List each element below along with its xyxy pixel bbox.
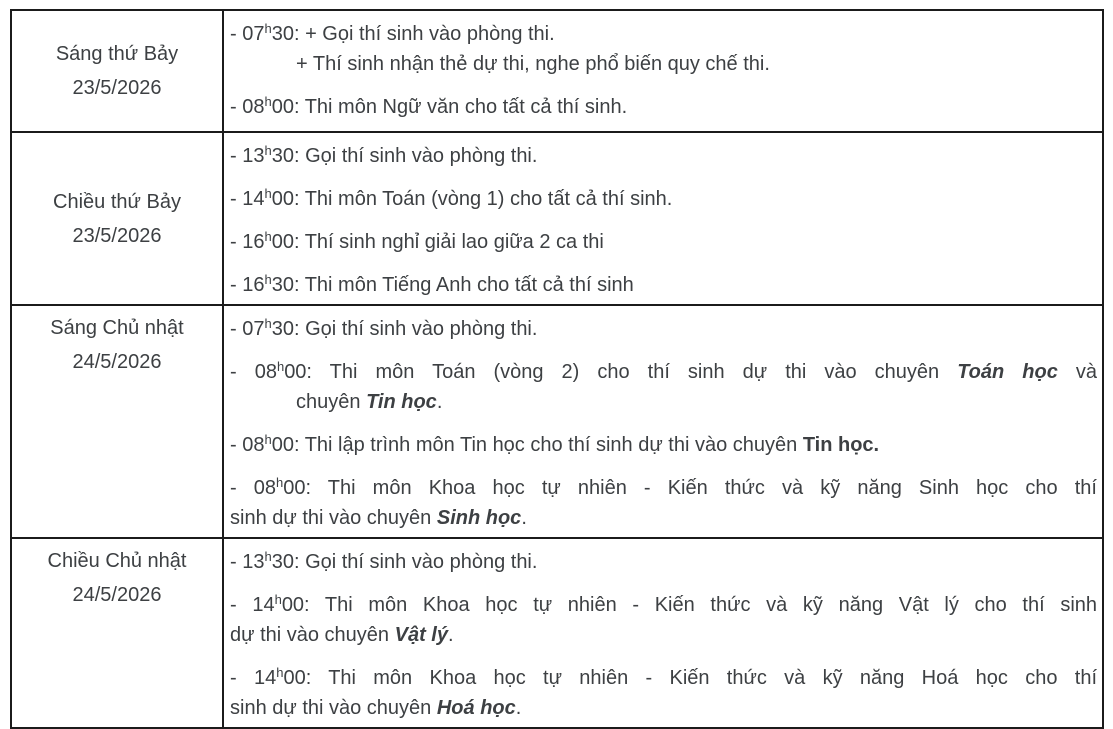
schedule-line: + Thí sinh nhận thẻ dự thi, nghe phổ biến quy chế thi. [296, 53, 770, 75]
table-row [11, 538, 1103, 728]
schedule-paragraph [230, 179, 1097, 214]
session-date: 23/5/2026 [72, 77, 162, 99]
schedule-line: - 13$^h$30: Gọi thí sinh vào phòng thi. [230, 549, 538, 573]
session-cell [11, 305, 223, 538]
session-name: Sáng Chủ nhật [50, 317, 184, 339]
schedule-line: - 16$^h$00: Thí sinh nghỉ giải lao giữa 2 ca thi [230, 229, 604, 253]
session-name: Sáng thứ Bảy [55, 43, 179, 65]
schedule-line: - 07$^h$30: Gọi thí sinh vào phòng thi. [230, 316, 538, 340]
schedule-cell [223, 10, 1103, 132]
schedule-paragraph [230, 658, 1097, 723]
session-date: 24/5/2026 [72, 351, 162, 373]
table-row [11, 10, 1103, 132]
session-cell [11, 10, 223, 132]
schedule-line: sinh dự thi vào chuyên Hoá học. [230, 697, 522, 719]
session-date: 24/5/2026 [72, 584, 162, 606]
schedule-cell [223, 538, 1103, 728]
schedule-line: - 16$^h$30: Thi môn Tiếng Anh cho tất cả thí sinh [230, 272, 634, 296]
schedule-line: - 14$^h$00: Thi môn Khoa học tự nhiên - Kiến thức và kỹ năng Vật lý cho thí sinh [230, 592, 1098, 616]
exam-schedule-table [10, 9, 1104, 729]
session-name: Chiều thứ Bảy [53, 190, 181, 213]
schedule-line: dự thi vào chuyên Vật lý. [230, 624, 454, 646]
session-name: Chiều Chủ nhật [47, 550, 187, 572]
schedule-paragraph [230, 309, 1097, 344]
schedule-paragraph [230, 468, 1097, 533]
schedule-paragraph [230, 136, 1097, 171]
schedule-cell [223, 305, 1103, 538]
schedule-line: chuyên Tin học. [296, 391, 443, 413]
schedule-paragraph [230, 87, 1097, 122]
table-row [11, 305, 1103, 538]
schedule-paragraph [230, 265, 1097, 300]
schedule-line: sinh dự thi vào chuyên Sinh học. [230, 507, 527, 529]
session-cell [11, 132, 223, 305]
schedule-paragraph [230, 585, 1097, 650]
session-date: 23/5/2026 [72, 224, 162, 247]
schedule-line: - 08$^h$00: Thi môn Ngữ văn cho tất cả thí sinh. [230, 94, 628, 118]
schedule-line: - 08$^h$00: Thi môn Khoa học tự nhiên - Kiến thức và kỹ năng Sinh học cho thí [230, 475, 1097, 499]
schedule-paragraph [230, 542, 1097, 577]
schedule-paragraph [230, 352, 1097, 417]
schedule-paragraph [230, 222, 1097, 257]
schedule-line: - 13$^h$30: Gọi thí sinh vào phòng thi. [230, 143, 538, 167]
schedule-line: - 08$^h$00: Thi lập trình môn Tin học cho thí sinh dự thi vào chuyên Tin học. [230, 432, 880, 456]
schedule-line: - $07^h30$: + Gọi thí sinh vào phòng thi. [230, 21, 555, 45]
schedule-paragraph [230, 425, 1097, 460]
schedule-line: - 14$^h$00: Thi môn Khoa học tự nhiên - Kiến thức và kỹ năng Hoá học cho thí [230, 665, 1097, 689]
schedule-line: - 14$^h$00: Thi môn Toán (vòng 1) cho tất cả thí sinh. [230, 186, 673, 210]
schedule-paragraph [230, 14, 1097, 79]
schedule-line: - 08$^h$00: Thi môn Toán (vòng 2) cho thí sinh dự thi vào chuyên Toán học và [230, 359, 1098, 383]
table-row [11, 132, 1103, 305]
session-cell [11, 538, 223, 728]
schedule-cell [223, 132, 1103, 305]
